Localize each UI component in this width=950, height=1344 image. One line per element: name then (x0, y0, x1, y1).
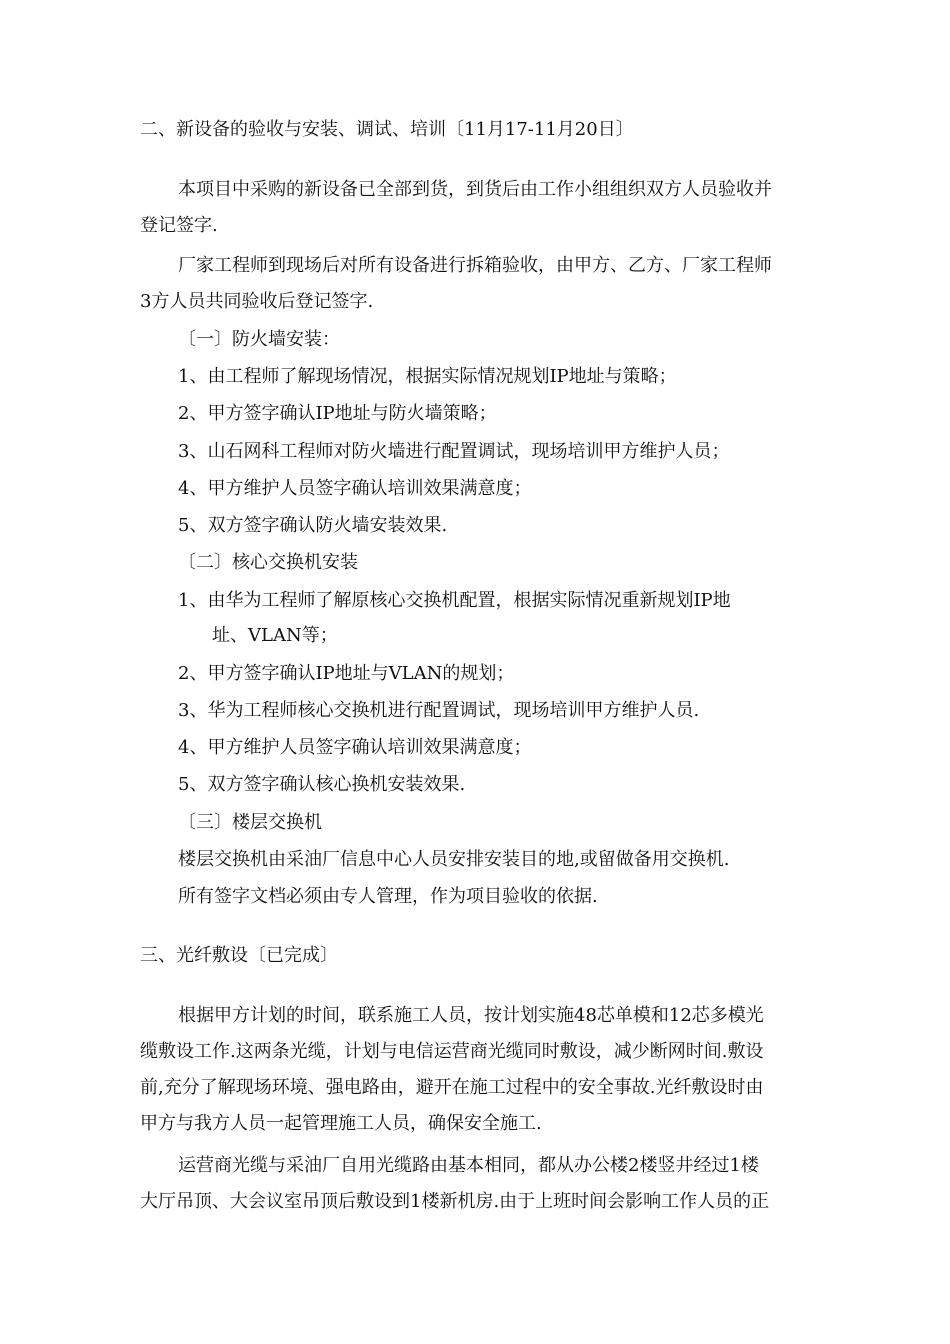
paragraph-line: 本项目中采购的新设备已全部到货，到货后由工作小组组织双方人员验收并 (178, 179, 772, 200)
list-item: 4、甲方维护人员签字确认培训效果满意度； (178, 737, 532, 758)
paragraph-line: 缆敷设工作.这两条光缆，计划与电信运营商光缆同时敷设，减少断网时间.敷设 (140, 1041, 764, 1062)
list-item: 5、双方签字确认核心换机安装效果. (178, 774, 466, 795)
list-item: 2、甲方签字确认IP地址与VLAN的规划； (178, 663, 515, 684)
paragraph-line: 所有签字文档必须由专人管理，作为项目验收的依据. (178, 886, 598, 907)
list-item: 5、双方签字确认防火墙安装效果. (178, 515, 448, 536)
list-item: 1、由华为工程师了解原核心交换机配置，根据实际情况重新规划IP地 (178, 590, 731, 611)
subsection-heading-2: 〔二〕核心交换机安装 (178, 552, 358, 573)
paragraph-line: 甲方与我方人员一起管理施工人员，确保安全施工. (140, 1113, 542, 1134)
paragraph-line: 前,充分了解现场环境、强电路由，避开在施工过程中的安全事故.光纤敷设时由 (140, 1077, 764, 1098)
list-item-continuation: 址、VLAN等； (212, 625, 338, 646)
list-item: 2、甲方签字确认IP地址与防火墙策略； (178, 403, 497, 424)
paragraph-line: 根据甲方计划的时间，联系施工人员，按计划实施48芯单模和12芯多模光 (178, 1005, 764, 1026)
subsection-heading-3: 〔三〕楼层交换机 (178, 812, 322, 833)
paragraph-line: 厂家工程师到现场后对所有设备进行拆箱验收，由甲方、乙方、厂家工程师 (178, 255, 772, 276)
paragraph-line: 楼层交换机由采油厂信息中心人员安排安装目的地,或留做备用交换机. (178, 849, 730, 870)
paragraph-line: 大厅吊顶、大会议室吊顶后敷设到1楼新机房.由于上班时间会影响工作人员的正 (140, 1191, 770, 1212)
list-item: 1、由工程师了解现场情况，根据实际情况规划IP地址与策略； (178, 366, 677, 387)
paragraph-line: 运营商光缆与采油厂自用光缆路由基本相同，都从办公楼2楼竖井经过1楼 (178, 1155, 759, 1176)
subsection-heading-1: 〔一〕防火墙安装： (178, 329, 340, 350)
paragraph-line: 登记签字. (140, 215, 218, 236)
section-heading-3: 三、光纤敷设〔已完成〕 (140, 945, 338, 966)
section-heading-2: 二、新设备的验收与安装、调试、培训〔11月17-11月20日〕 (140, 119, 634, 140)
list-item: 3、山石网科工程师对防火墙进行配置调试，现场培训甲方维护人员； (178, 441, 730, 462)
paragraph-line: 3方人员共同验收后登记签字. (140, 291, 374, 312)
list-item: 4、甲方维护人员签字确认培训效果满意度； (178, 478, 532, 499)
list-item: 3、华为工程师核心交换机进行配置调试，现场培训甲方维护人员. (178, 700, 700, 721)
